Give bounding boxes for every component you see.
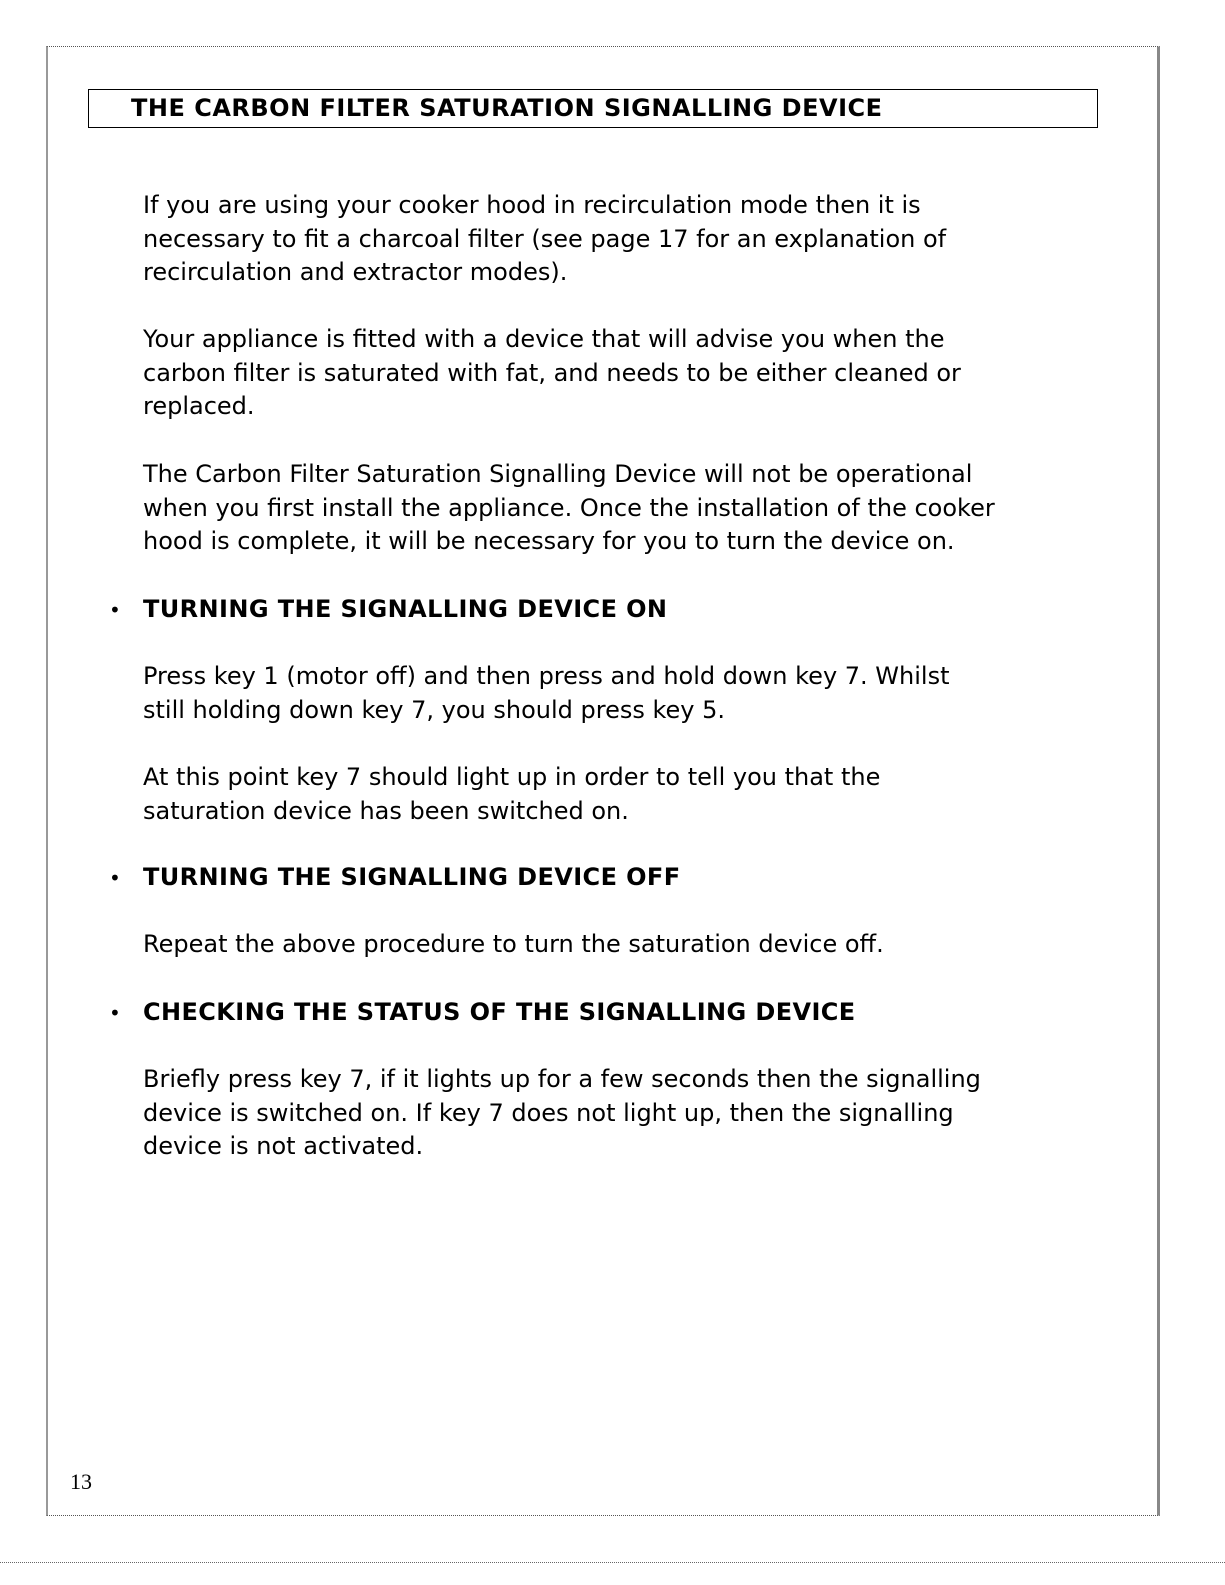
intro-paragraph-3: The Carbon Filter Saturation Signalling Device will not be operational when you first install the appliance. Once the installation of the cooker hood is complete, it will be necessary for you to turn the device on. bbox=[143, 460, 995, 555]
bottom-rule bbox=[0, 1562, 1225, 1563]
bullet-icon: • bbox=[109, 1001, 121, 1025]
title-box bbox=[88, 89, 1098, 128]
bullet-icon: • bbox=[109, 866, 121, 890]
section-on-paragraph-1: Press key 1 (motor off) and then press and hold down key 7. Whilst still holding down key 7, you should press key 5. bbox=[143, 662, 950, 724]
bullet-icon: • bbox=[109, 598, 121, 622]
section-heading-status: CHECKING THE STATUS OF THE SIGNALLING DEVICE bbox=[143, 998, 856, 1026]
section-off-paragraph-1: Repeat the above procedure to turn the saturation device off. bbox=[143, 930, 884, 958]
section-on-paragraph-2: At this point key 7 should light up in order to tell you that the saturation device has been switched on. bbox=[143, 763, 881, 825]
section-heading-on: TURNING THE SIGNALLING DEVICE ON bbox=[143, 595, 668, 623]
section-heading-off: TURNING THE SIGNALLING DEVICE OFF bbox=[143, 863, 681, 891]
page-number: 13 bbox=[70, 1469, 92, 1494]
intro-paragraph-2: Your appliance is fitted with a device that will advise you when the carbon filter is saturated with fat, and needs to be either cleaned or replaced. bbox=[143, 325, 961, 420]
intro-paragraph-1: If you are using your cooker hood in recirculation mode then it is necessary to fit a charcoal filter (see page 17 for an explanation of recirculation and extractor modes). bbox=[143, 191, 947, 286]
page-title: THE CARBON FILTER SATURATION SIGNALLING DEVICE bbox=[131, 94, 883, 122]
section-status-paragraph-1: Briefly press key 7, if it lights up for a few seconds then the signalling device is switched on. If key 7 does not light up, then the signalling device is not activated. bbox=[143, 1065, 981, 1160]
